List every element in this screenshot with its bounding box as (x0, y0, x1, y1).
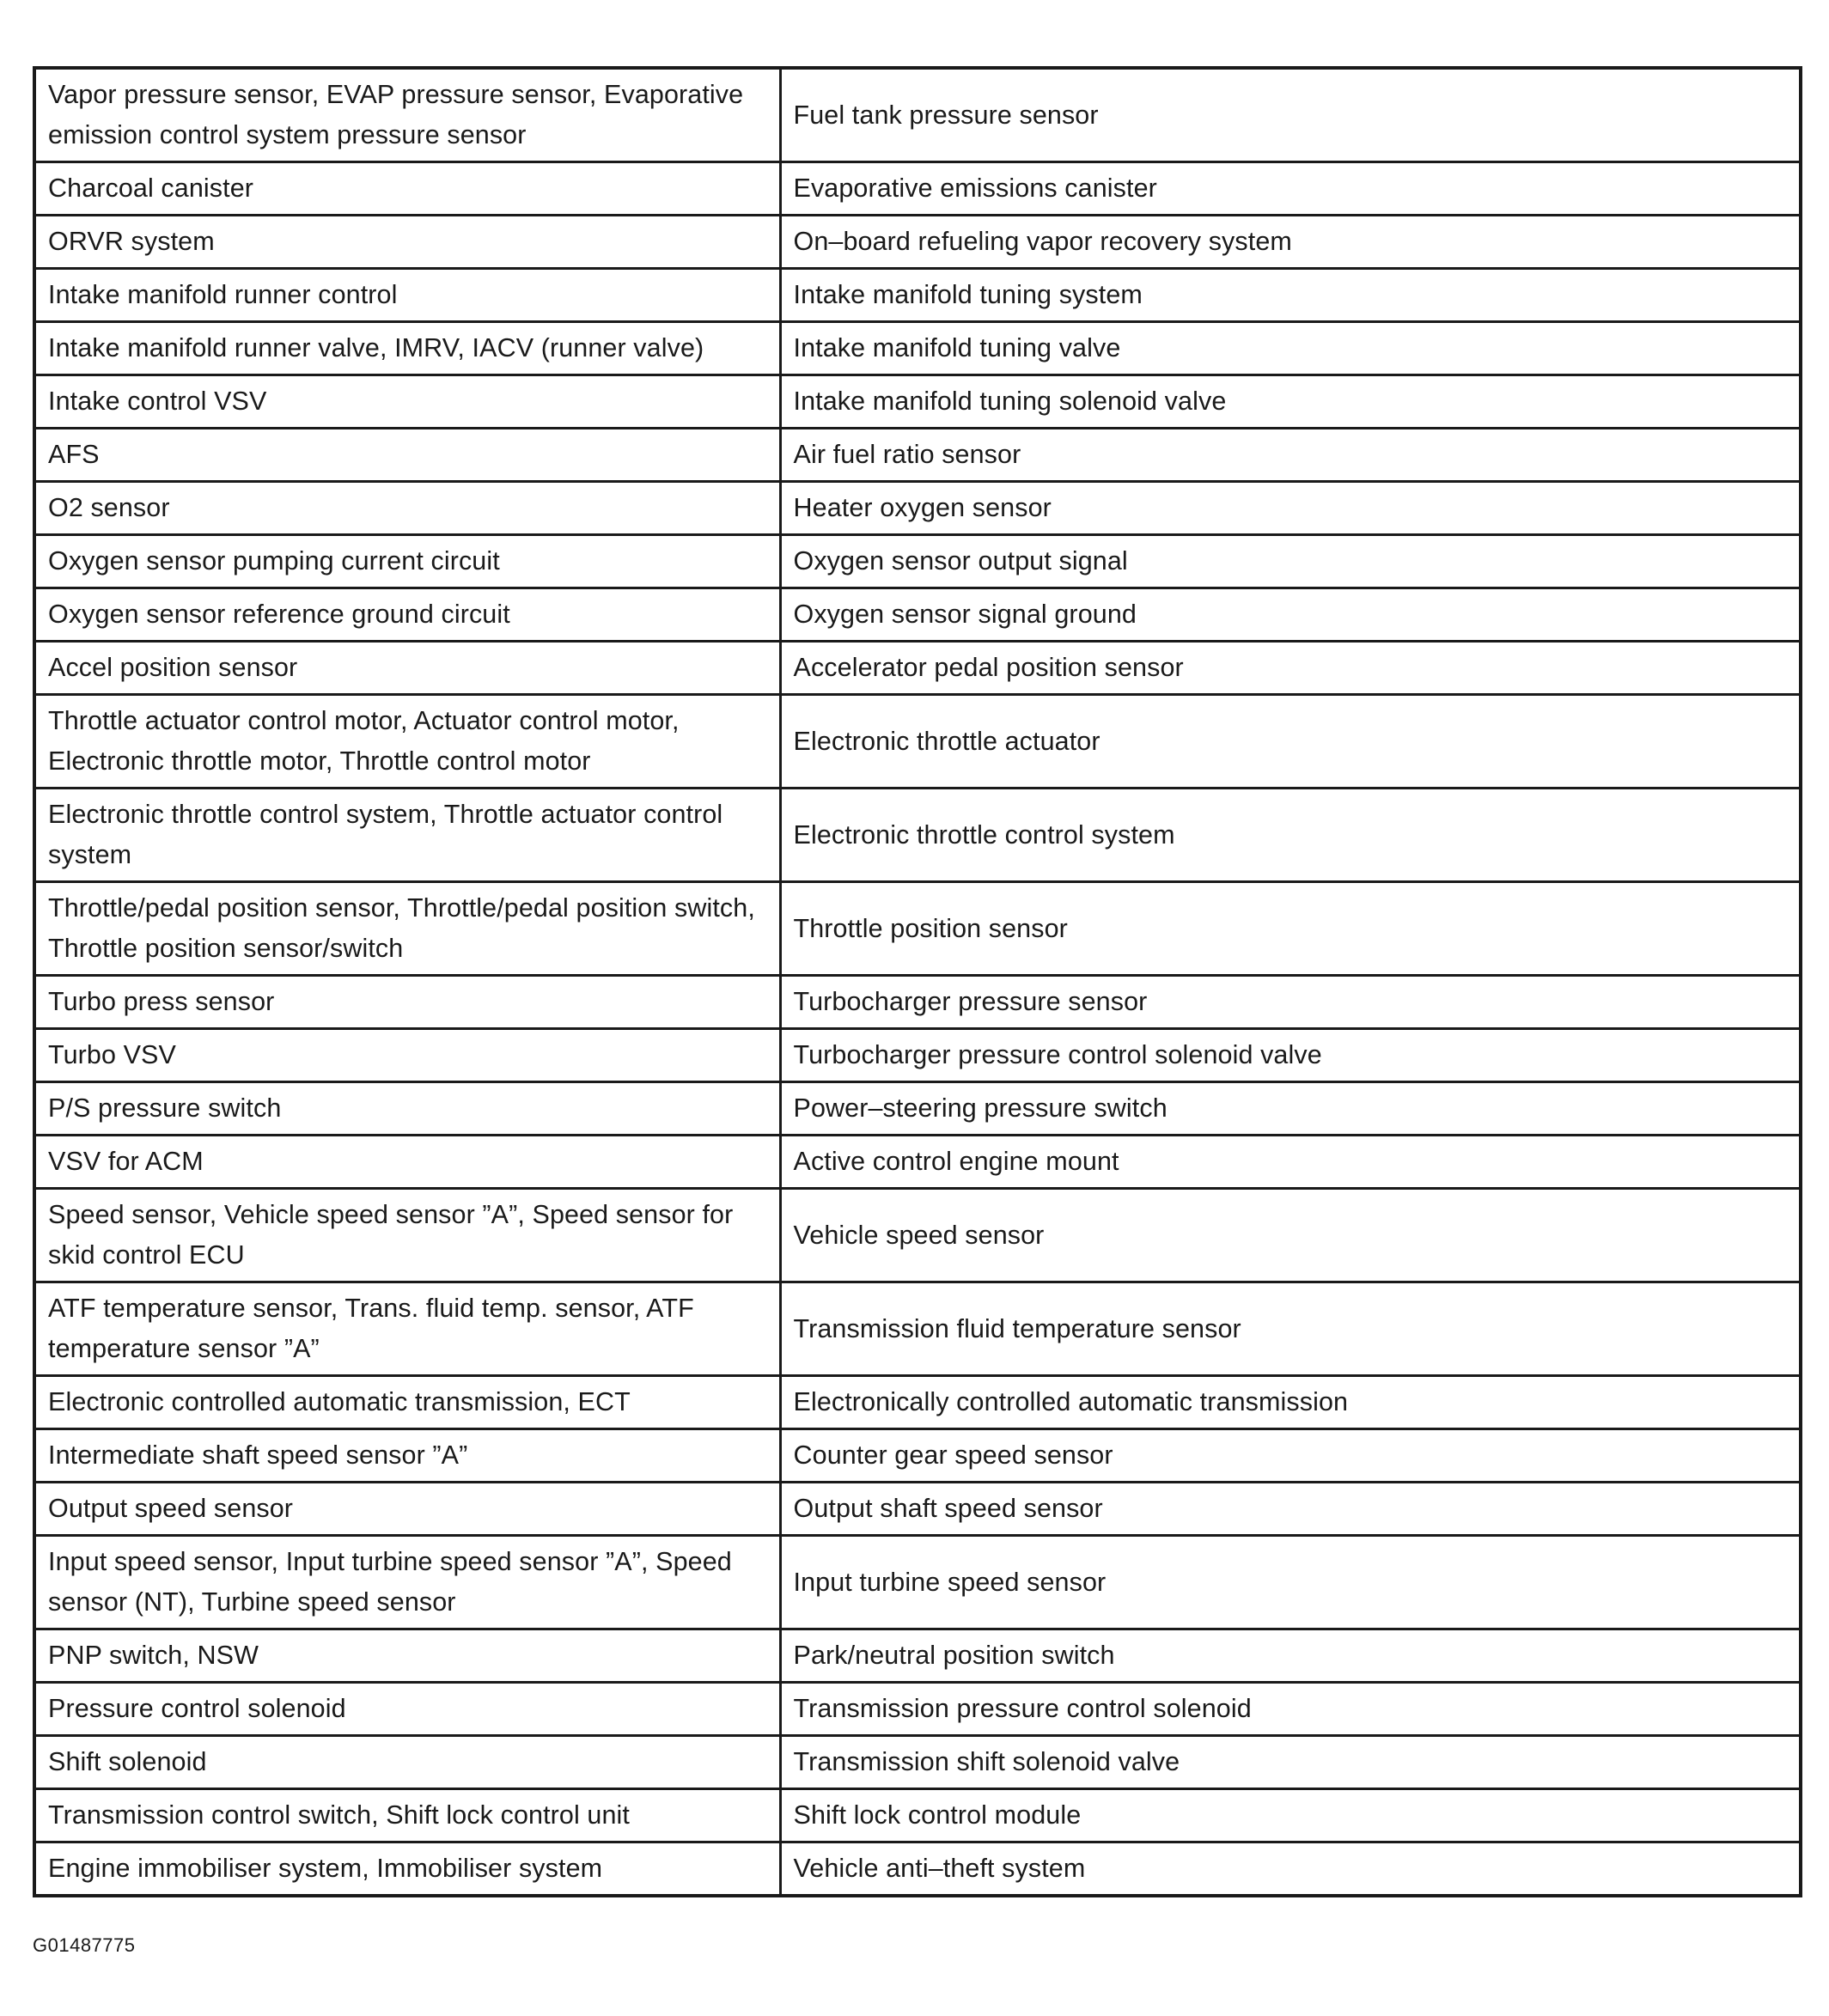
table-row (34, 429, 1801, 482)
old-term-cell: Electronic controlled automatic transmission, ECT (34, 1376, 780, 1429)
old-term-cell: ATF temperature sensor, Trans. fluid temp. sensor, ATF temperature sensor ”A” (34, 1282, 780, 1376)
terminology-table (33, 66, 1802, 1897)
terminology-sheet (33, 66, 1799, 1897)
new-term-cell: Accelerator pedal position sensor (780, 642, 1801, 695)
old-term-cell: Vapor pressure sensor, EVAP pressure sensor, Evaporative emission control system pressure sensor (34, 68, 780, 162)
new-term-cell: On–board refueling vapor recovery system (780, 216, 1801, 269)
new-term-cell: Vehicle speed sensor (780, 1189, 1801, 1282)
new-term-cell: Electronically controlled automatic transmission (780, 1376, 1801, 1429)
old-term-cell: Intake control VSV (34, 375, 780, 429)
new-term-cell: Intake manifold tuning valve (780, 322, 1801, 375)
new-term-cell: Intake manifold tuning solenoid valve (780, 375, 1801, 429)
table-row (34, 695, 1801, 789)
new-term-cell: Evaporative emissions canister (780, 162, 1801, 216)
table-row (34, 1376, 1801, 1429)
old-term-cell: Oxygen sensor reference ground circuit (34, 588, 780, 642)
new-term-cell: Electronic throttle actuator (780, 695, 1801, 789)
new-term-cell: Intake manifold tuning system (780, 269, 1801, 322)
table-row (34, 642, 1801, 695)
table-row (34, 1136, 1801, 1189)
table-row (34, 482, 1801, 535)
old-term-cell: Input speed sensor, Input turbine speed sensor ”A”, Speed sensor (NT), Turbine speed sensor (34, 1536, 780, 1629)
new-term-cell: Fuel tank pressure sensor (780, 68, 1801, 162)
table-row (34, 1683, 1801, 1736)
old-term-cell: Turbo press sensor (34, 976, 780, 1029)
old-term-cell: Intermediate shaft speed sensor ”A” (34, 1429, 780, 1483)
old-term-cell: Speed sensor, Vehicle speed sensor ”A”, Speed sensor for skid control ECU (34, 1189, 780, 1282)
new-term-cell: Turbocharger pressure control solenoid valve (780, 1029, 1801, 1082)
old-term-cell: Oxygen sensor pumping current circuit (34, 535, 780, 588)
old-term-cell: Intake manifold runner valve, IMRV, IACV (runner valve) (34, 322, 780, 375)
old-term-cell: AFS (34, 429, 780, 482)
table-row (34, 1082, 1801, 1136)
new-term-cell: Input turbine speed sensor (780, 1536, 1801, 1629)
new-term-cell: Active control engine mount (780, 1136, 1801, 1189)
old-term-cell: ORVR system (34, 216, 780, 269)
new-term-cell: Throttle position sensor (780, 882, 1801, 976)
table-row (34, 162, 1801, 216)
new-term-cell: Heater oxygen sensor (780, 482, 1801, 535)
table-row (34, 1429, 1801, 1483)
old-term-cell: PNP switch, NSW (34, 1629, 780, 1683)
new-term-cell: Air fuel ratio sensor (780, 429, 1801, 482)
table-row (34, 1736, 1801, 1789)
new-term-cell: Power–steering pressure switch (780, 1082, 1801, 1136)
new-term-cell: Shift lock control module (780, 1789, 1801, 1842)
table-row (34, 882, 1801, 976)
table-row (34, 1536, 1801, 1629)
table-row (34, 216, 1801, 269)
table-row (34, 1842, 1801, 1897)
old-term-cell: Transmission control switch, Shift lock control unit (34, 1789, 780, 1842)
table-row (34, 269, 1801, 322)
new-term-cell: Oxygen sensor signal ground (780, 588, 1801, 642)
old-term-cell: Accel position sensor (34, 642, 780, 695)
new-term-cell: Electronic throttle control system (780, 789, 1801, 882)
new-term-cell: Vehicle anti–theft system (780, 1842, 1801, 1897)
figure-id: G01487775 (33, 1934, 136, 1956)
table-row (34, 1483, 1801, 1536)
new-term-cell: Counter gear speed sensor (780, 1429, 1801, 1483)
table-row (34, 535, 1801, 588)
table-row (34, 1789, 1801, 1842)
table-row (34, 1629, 1801, 1683)
old-term-cell: Charcoal canister (34, 162, 780, 216)
old-term-cell: Engine immobiliser system, Immobiliser system (34, 1842, 780, 1897)
new-term-cell: Output shaft speed sensor (780, 1483, 1801, 1536)
table-row (34, 1029, 1801, 1082)
old-term-cell: Intake manifold runner control (34, 269, 780, 322)
old-term-cell: O2 sensor (34, 482, 780, 535)
table-row (34, 789, 1801, 882)
table-row (34, 68, 1801, 162)
new-term-cell: Park/neutral position switch (780, 1629, 1801, 1683)
table-row (34, 1282, 1801, 1376)
table-row (34, 322, 1801, 375)
old-term-cell: Electronic throttle control system, Throttle actuator control system (34, 789, 780, 882)
new-term-cell: Turbocharger pressure sensor (780, 976, 1801, 1029)
table-row (34, 375, 1801, 429)
new-term-cell: Transmission pressure control solenoid (780, 1683, 1801, 1736)
table-row (34, 1189, 1801, 1282)
old-term-cell: Shift solenoid (34, 1736, 780, 1789)
old-term-cell: VSV for ACM (34, 1136, 780, 1189)
new-term-cell: Transmission fluid temperature sensor (780, 1282, 1801, 1376)
old-term-cell: P/S pressure switch (34, 1082, 780, 1136)
new-term-cell: Oxygen sensor output signal (780, 535, 1801, 588)
table-row (34, 976, 1801, 1029)
old-term-cell: Turbo VSV (34, 1029, 780, 1082)
old-term-cell: Throttle/pedal position sensor, Throttle/pedal position switch, Throttle position sensor/switch (34, 882, 780, 976)
old-term-cell: Output speed sensor (34, 1483, 780, 1536)
old-term-cell: Throttle actuator control motor, Actuator control motor, Electronic throttle motor, Throttle control motor (34, 695, 780, 789)
table-row (34, 588, 1801, 642)
new-term-cell: Transmission shift solenoid valve (780, 1736, 1801, 1789)
old-term-cell: Pressure control solenoid (34, 1683, 780, 1736)
